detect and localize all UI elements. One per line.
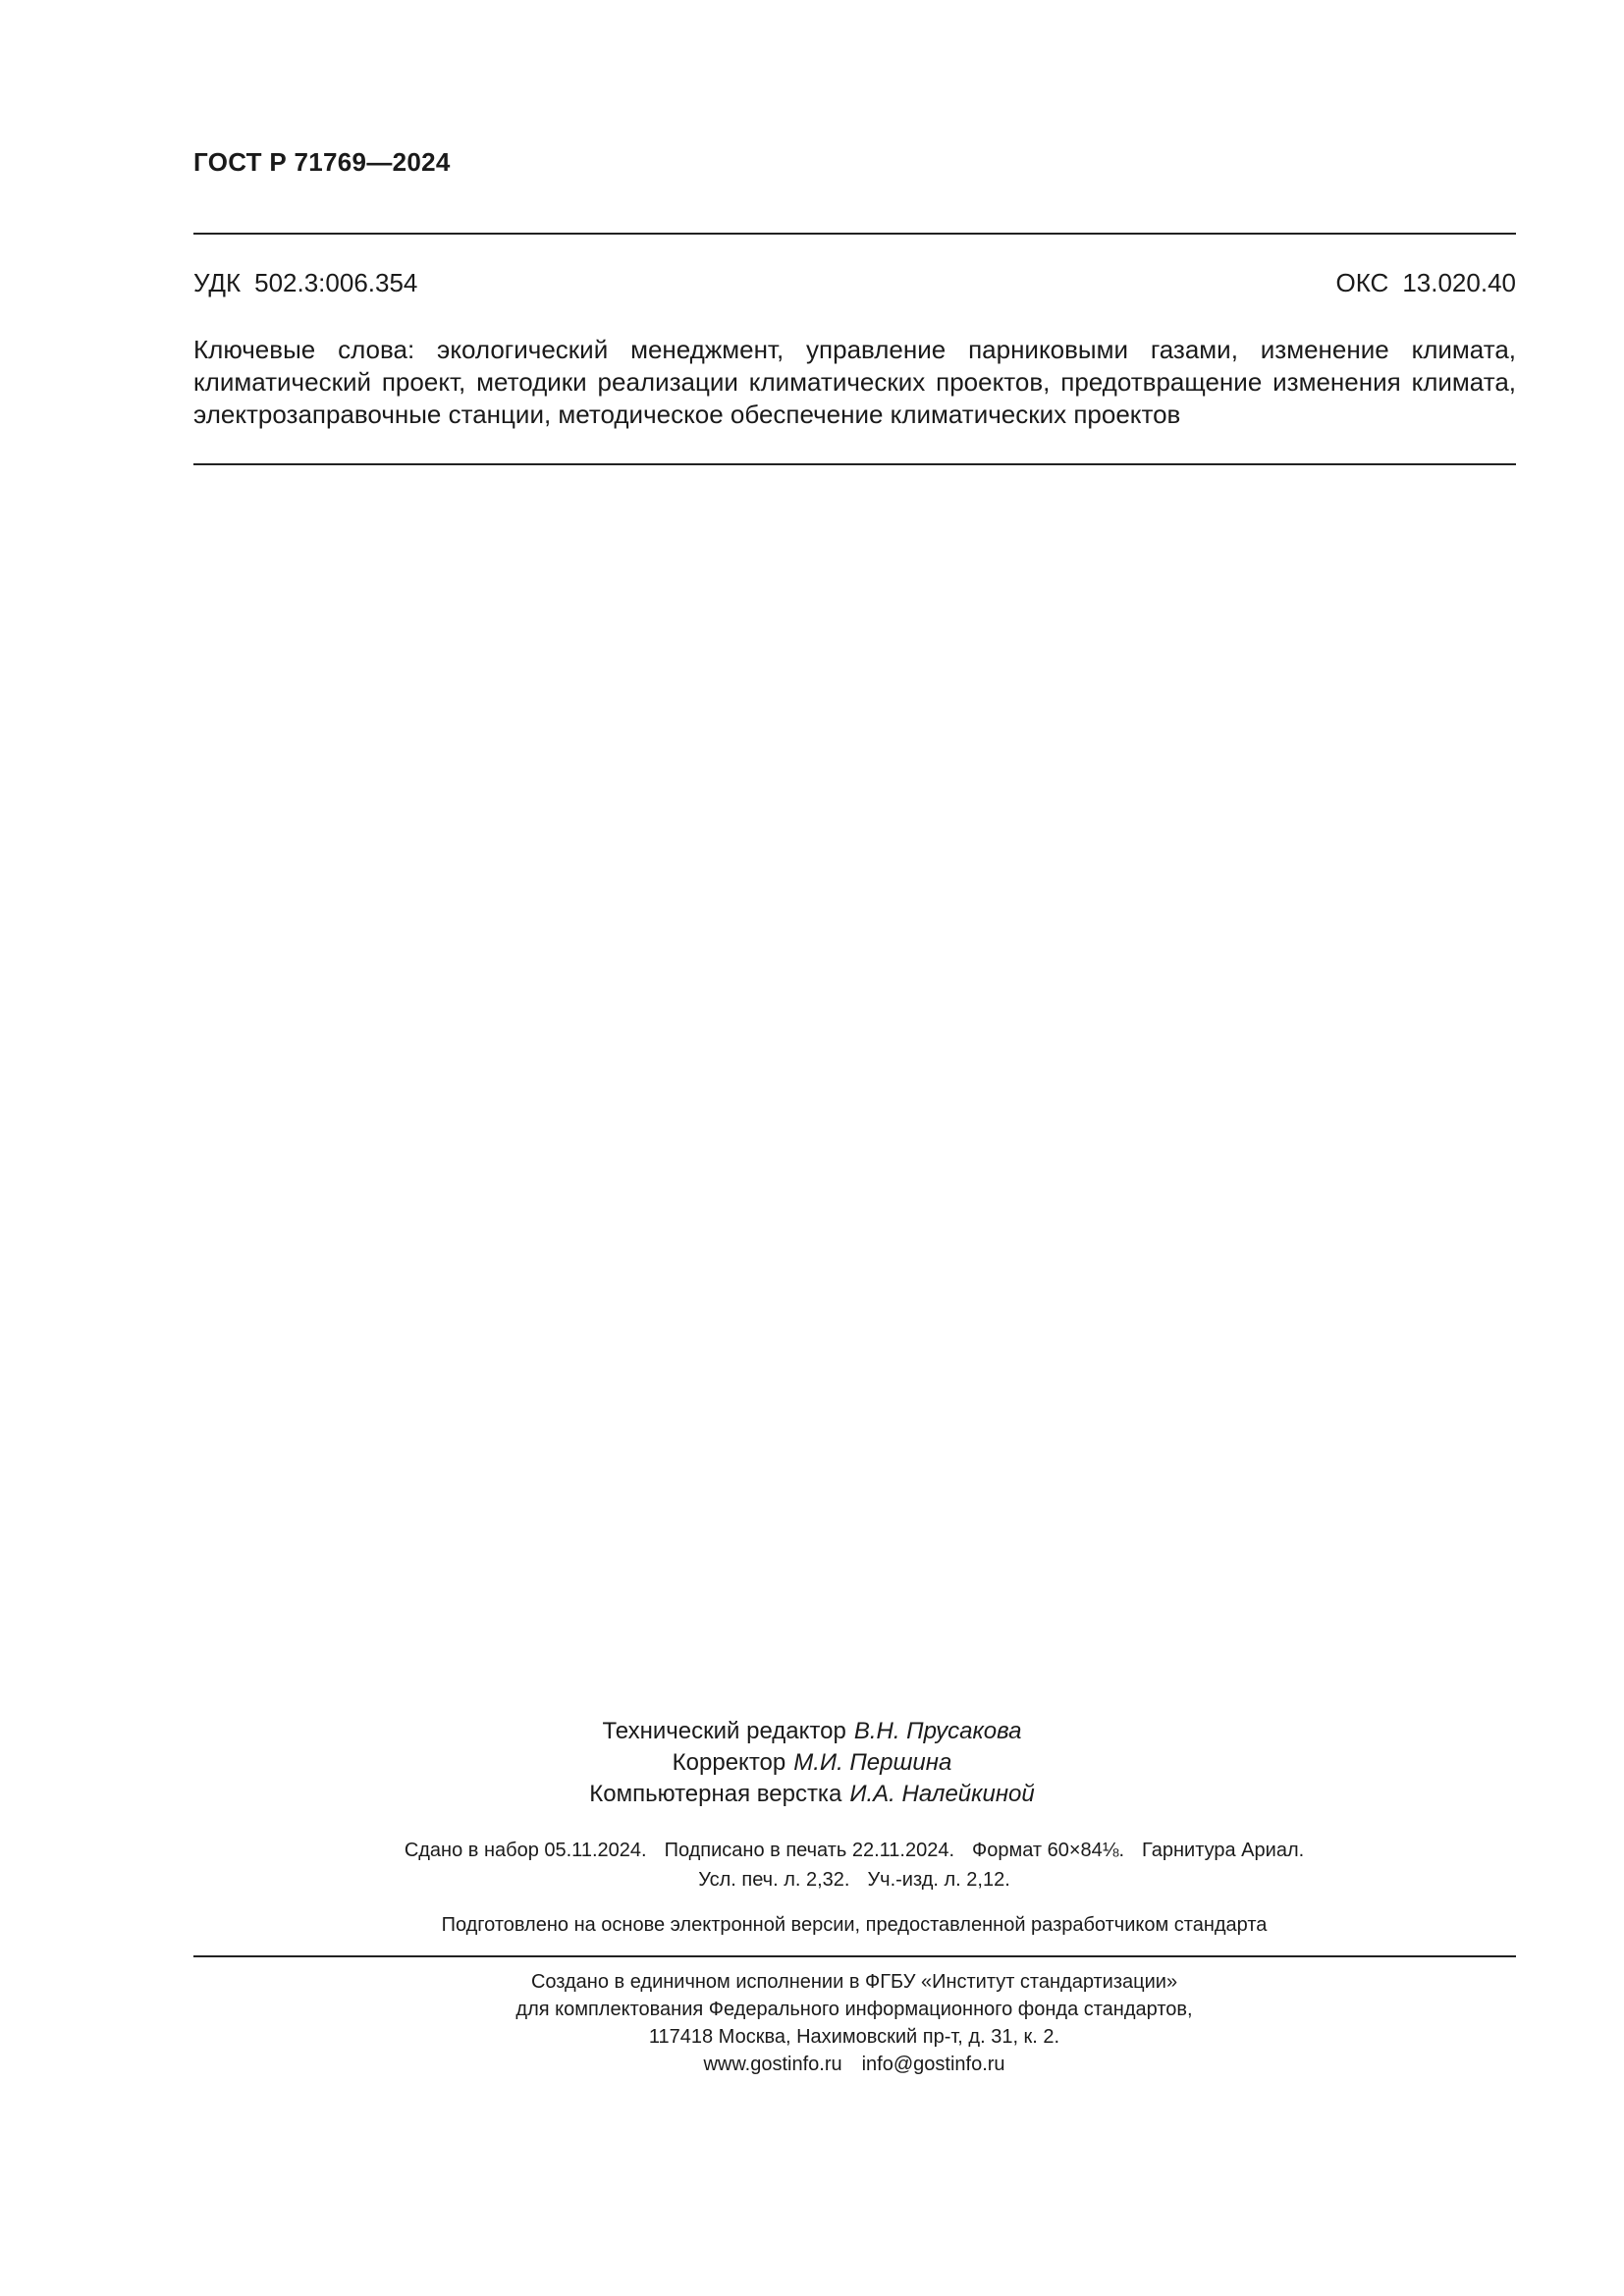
keywords-paragraph: Ключевые слова: экологический менеджмент, управление парниковыми газами, изменение климата, климатический проект, методики реализации климатических проектов, предотвращение изменения климата, электрозаправочные станции, методическое обеспечение климатических проектов <box>193 335 1516 429</box>
typeface: Гарнитура Ариал. <box>1142 1840 1305 1861</box>
signed-date: Подписано в печать 22.11.2024. <box>664 1840 955 1861</box>
udc-value: 502.3:006.354 <box>254 268 418 297</box>
prepared-note: Подготовлено на основе электронной версии, предоставленной разработчиком стандарта <box>441 1914 1268 1936</box>
layout-name: И.А. Налейкиной <box>849 1781 1035 1807</box>
publisher-line-2: для комплектования Федерального информационного фонда стандартов, <box>515 1999 1193 2020</box>
oks-value: 13.020.40 <box>1402 268 1516 297</box>
paper-format: Формат 60×84⅛. <box>972 1840 1125 1861</box>
oks-label: ОКС <box>1335 268 1389 297</box>
publisher-website[interactable]: www.gostinfo.ru <box>703 2054 842 2075</box>
keywords-divider <box>193 463 1516 465</box>
footer-divider <box>193 1955 1516 1957</box>
publisher-line-1: Создано в единичном исполнении в ФГБУ «Институт стандартизации» <box>530 1971 1178 1993</box>
edition-sheets: Уч.-изд. л. 2,12. <box>867 1869 1010 1891</box>
top-divider <box>193 233 1516 235</box>
layout-line <box>0 1779 1624 1810</box>
publisher-info <box>0 1968 1624 2078</box>
tech-editor-line <box>0 1716 1624 1747</box>
corrector-role: Корректор <box>672 1749 786 1776</box>
submitted-date: Сдано в набор 05.11.2024. <box>404 1840 647 1861</box>
tech-editor-name: В.Н. Прусакова <box>853 1718 1022 1744</box>
oks-block <box>1335 268 1516 298</box>
print-info-line-2 <box>0 1865 1624 1895</box>
standard-code: ГОСТ Р 71769—2024 <box>193 147 451 177</box>
staff-credits <box>0 1716 1624 1810</box>
corrector-line <box>0 1747 1624 1779</box>
publisher-email[interactable]: info@gostinfo.ru <box>861 2054 1005 2075</box>
udc-label: УДК <box>193 268 242 297</box>
tech-editor-role: Технический редактор <box>602 1718 846 1744</box>
publisher-address: 117418 Москва, Нахимовский пр-т, д. 31, к. 2. <box>648 2026 1060 2048</box>
print-info <box>0 1836 1624 1895</box>
print-sheets: Усл. печ. л. 2,32. <box>698 1869 850 1891</box>
corrector-name: М.И. Першина <box>793 1749 952 1776</box>
print-info-line-1 <box>0 1836 1624 1865</box>
classification-row <box>193 268 1516 298</box>
udc-block <box>193 268 417 298</box>
layout-role: Компьютерная верстка <box>589 1781 842 1807</box>
publisher-contacts <box>0 2051 1624 2078</box>
